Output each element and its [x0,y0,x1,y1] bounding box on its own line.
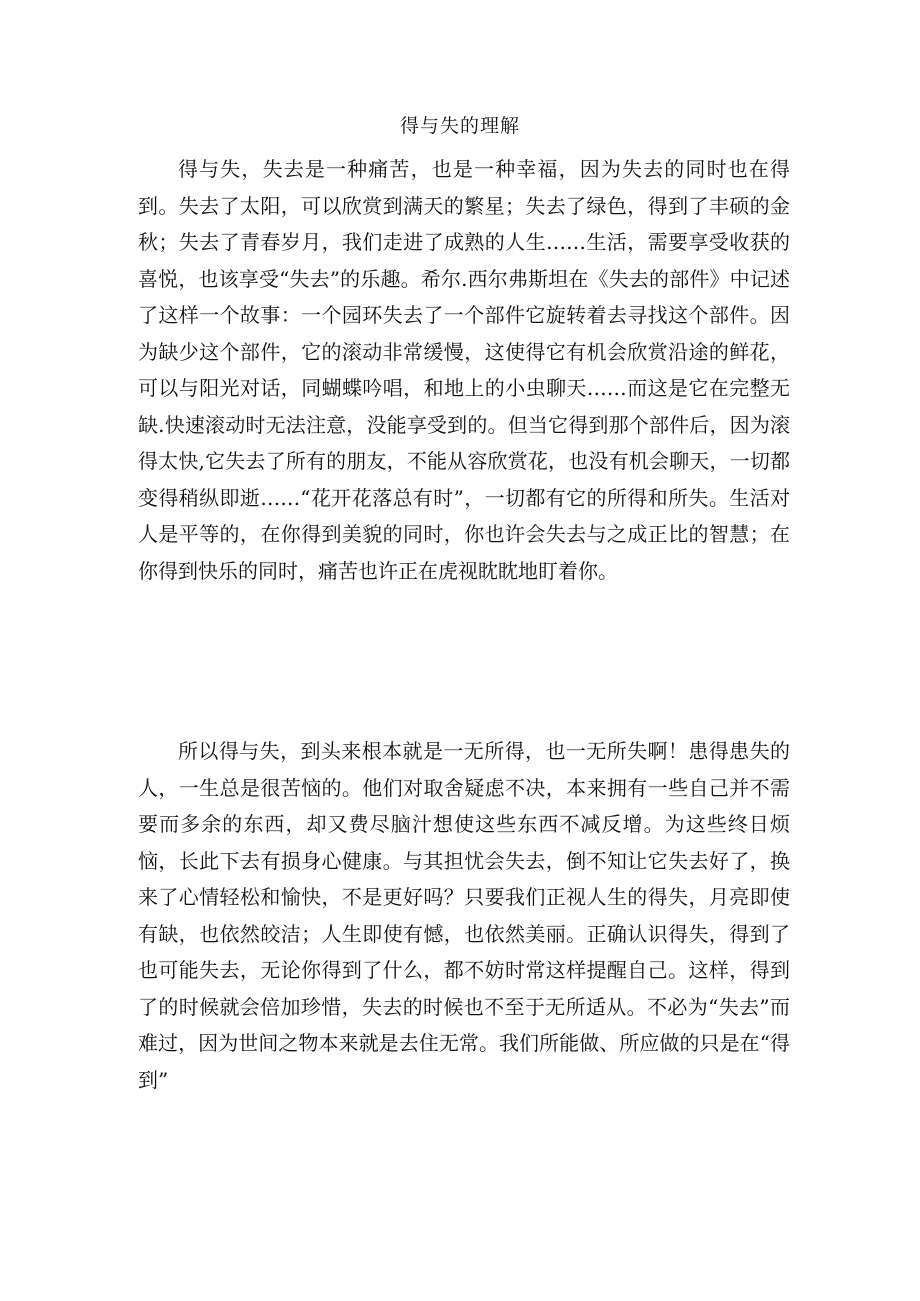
paragraph-1: 得与失，失去是一种痛苦，也是一种幸福，因为失去的同时也在得到。失去了太阳，可以欣赏到满天的繁星；失去了绿色，得到了丰硕的金秋；失去了青春岁月，我们走进了成熟的人生……生活，需要享受收获的喜悦，也该享受“失去”的乐趣。希尔.西尔弗斯坦在《失去的部件》中记述了这样一个故事：一个园环失去了一个部件它旋转着去寻找这个部件。因为缺少这个部件，它的滚动非常缓慢，这使得它有机会欣赏沿途的鲜花，可以与阳光对话，同蝴蝶吟唱，和地上的小虫聊天……而这是它在完整无缺.快速滚动时无法注意，没能享受到的。但当它得到那个部件后，因为滚得太快,它失去了所有的朋友，不能从容欣赏花，也没有机会聊天，一切都变得稍纵即逝……“花开花落总有时”，一切都有它的所得和所失。生活对人是平等的，在你得到美貌的同时，你也许会失去与之成正比的智慧；在你得到快乐的同时，痛苦也许正在虎视眈眈地盯着你。 [138,157,790,583]
paragraph-2: 所以得与失，到头来根本就是一无所得，也一无所失啊！患得患失的人，一生总是很苦恼的。他们对取舍疑虑不决，本来拥有一些自己并不需要而多余的东西，却又费尽脑汁想使这些东西不减反增。为这些终日烦恼，长此下去有损身心健康。与其担忧会失去，倒不知让它失去好了，换来了心情轻松和愉快，不是更好吗？只要我们正视人生的得失，月亮即使有缺，也依然皎洁；人生即使有憾，也依然美丽。正确认识得失，得到了也可能失去，无论你得到了什么，都不妨时常这样提醒自己。这样，得到了的时候就会倍加珍惜，失去的时候也不至于无所适从。不必为“失去”而难过，因为世间之物本来就是去住无常。我们所能做、所应做的只是在“得到” [138,739,790,1092]
document-title: 得与失的理解 [399,115,520,137]
